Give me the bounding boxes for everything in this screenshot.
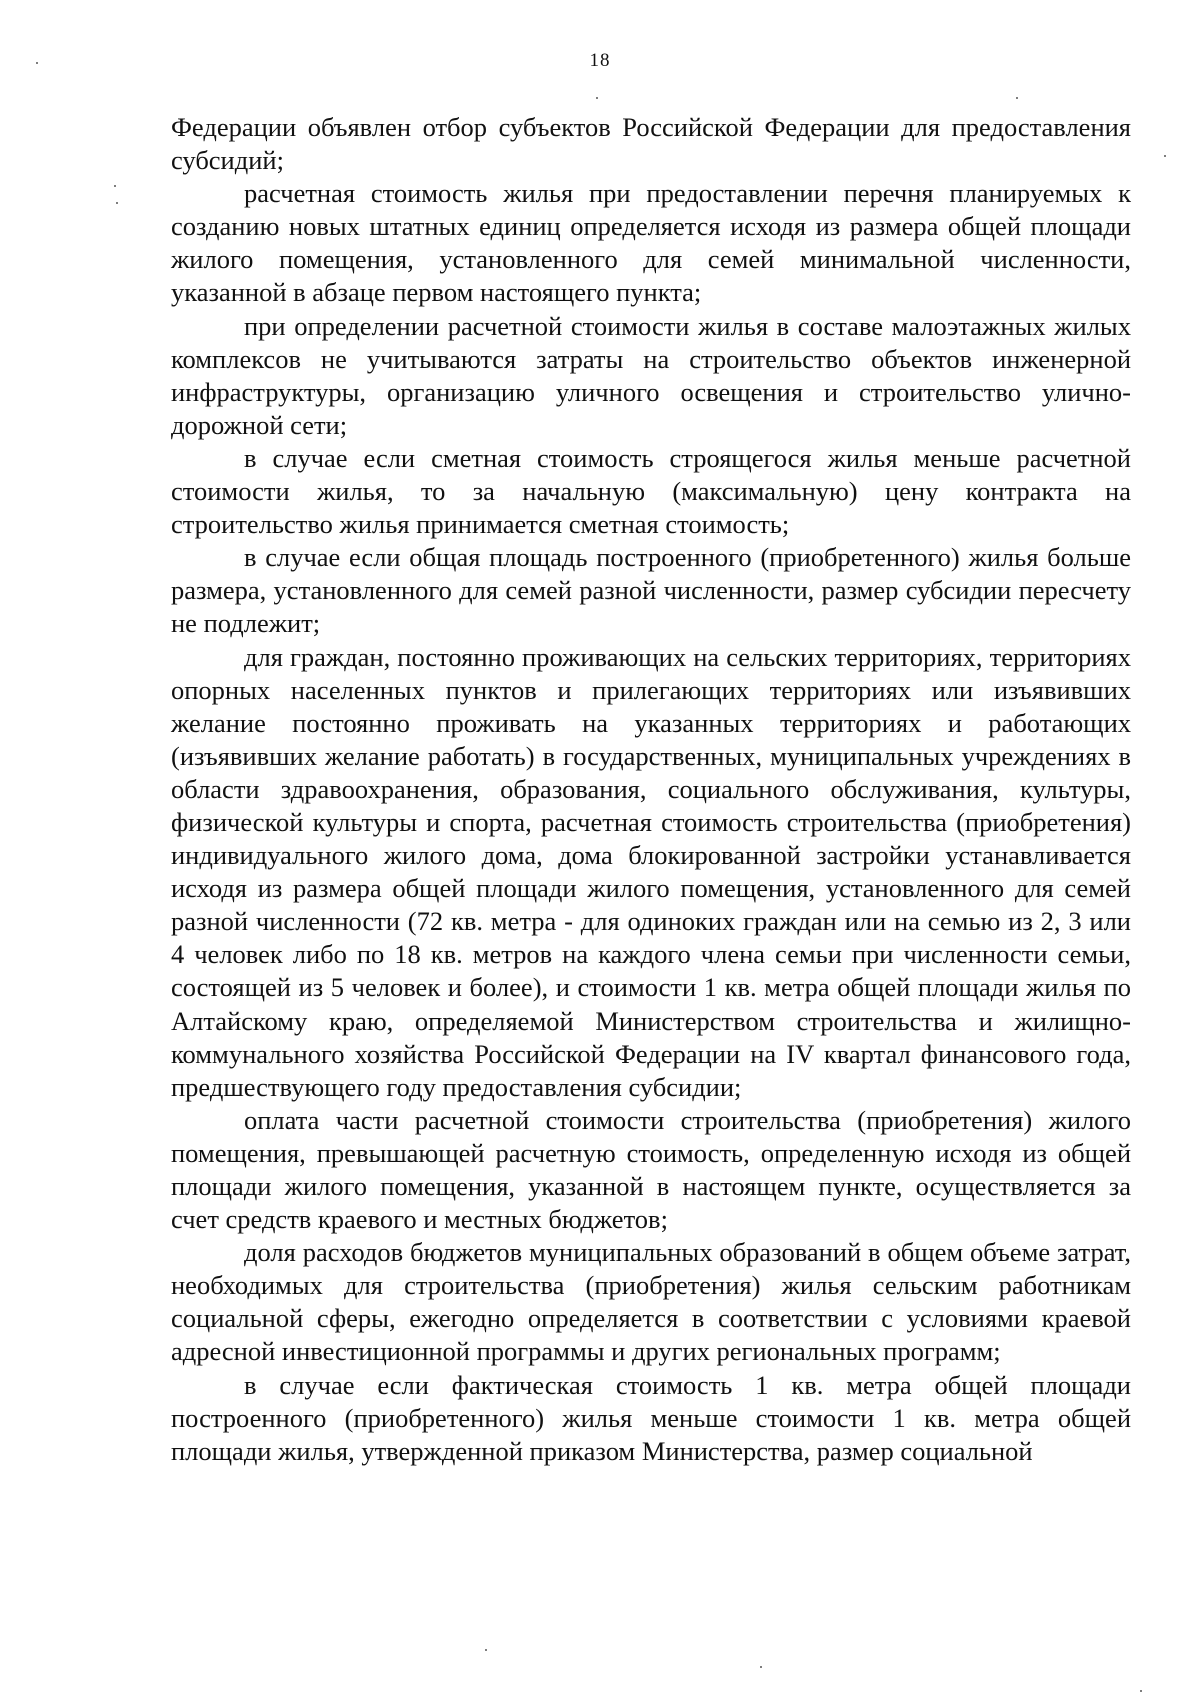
scan-speck bbox=[1016, 97, 1018, 99]
scan-speck bbox=[1164, 155, 1166, 157]
scan-speck bbox=[485, 1649, 487, 1651]
paragraph: при определении расчетной стоимости жилья в составе малоэтажных жилых комплексов не учитываются затраты на строительство объектов инженерной инфраструктуры, организацию уличного освещения и строительство улично-дорожной сети; bbox=[171, 310, 1131, 440]
paragraph: в случае если сметная стоимость строящегося жилья меньше расчетной стоимости жилья, то за начальную (максимальную) цену контракта на строительство жилья принимается сметная стоимость; bbox=[171, 442, 1131, 540]
paragraph: доля расходов бюджетов муниципальных образований в общем объеме затрат, необходимых для строительства (приобретения) жилья сельским работникам социальной сферы, ежегодно определяется в соответствии с условиями краевой адресной инвестиционной программы и других региональных программ; bbox=[171, 1237, 1131, 1367]
scan-speck bbox=[36, 62, 38, 64]
scan-speck bbox=[1140, 1690, 1142, 1692]
scan-speck bbox=[760, 1666, 762, 1668]
paragraph: оплата части расчетной стоимости строительства (приобретения) жилого помещения, превышающей расчетную стоимость, определенную исходя из общей площади жилого помещения, указанной в настоящем пункте, осуществляется за счет средств краевого и местных бюджетов; bbox=[171, 1104, 1131, 1235]
scan-speck bbox=[596, 97, 598, 99]
document-body bbox=[171, 111, 1131, 1468]
scan-speck bbox=[116, 202, 118, 204]
scan-speck bbox=[114, 185, 116, 187]
paragraph: для граждан, постоянно проживающих на сельских территориях, территориях опорных населенных пунктов и прилегающих территориях или изъявивших желание постоянно проживать на указанных территориях и работающих (изъявивших желание работать) в государственных, муниципальных учреждениях в области здравоохранения, образования, социального обслуживания, культуры, физической культуры и спорта, расчетная стоимость строительства (приобретения) индивидуального жилого дома, дома блокированной застройки устанавливается исходя из размера общей площади жилого помещения, установленного для семей разной численности (72 кв. метра - для одиноких граждан или на семью из 2, 3 или 4 человек либо по 18 кв. метров на каждого члена семьи при численности семьи, состоящей из 5 человек и более), и стоимости 1 кв. метра общей площади жилья по Алтайскому краю, определяемой Министерством строительства и жилищно-коммунального хозяйства Российской Федерации на IV квартал финансового года, предшествующего году предоставления субсидии; bbox=[171, 641, 1131, 1102]
paragraph: Федерации объявлен отбор субъектов Российской Федерации для предоставления субсидий; bbox=[171, 112, 1131, 176]
paragraph: в случае если общая площадь построенного (приобретенного) жилья больше размера, установленного для семей разной численности, размер субсидии пересчету не подлежит; bbox=[171, 542, 1131, 639]
paragraph: в случае если фактическая стоимость 1 кв. метра общей площади построенного (приобретенного) жилья меньше стоимости 1 кв. метра общей площади жилья, утвержденной приказом Министерства, размер социальной bbox=[171, 1369, 1131, 1466]
paragraph: расчетная стоимость жилья при предоставлении перечня планируемых к созданию новых штатных единиц определяется исходя из размера общей площади жилого помещения, установленного для семей минимальной численности, указанной в абзаце первом настоящего пункта; bbox=[171, 178, 1131, 308]
page-number: 18 bbox=[589, 50, 611, 71]
